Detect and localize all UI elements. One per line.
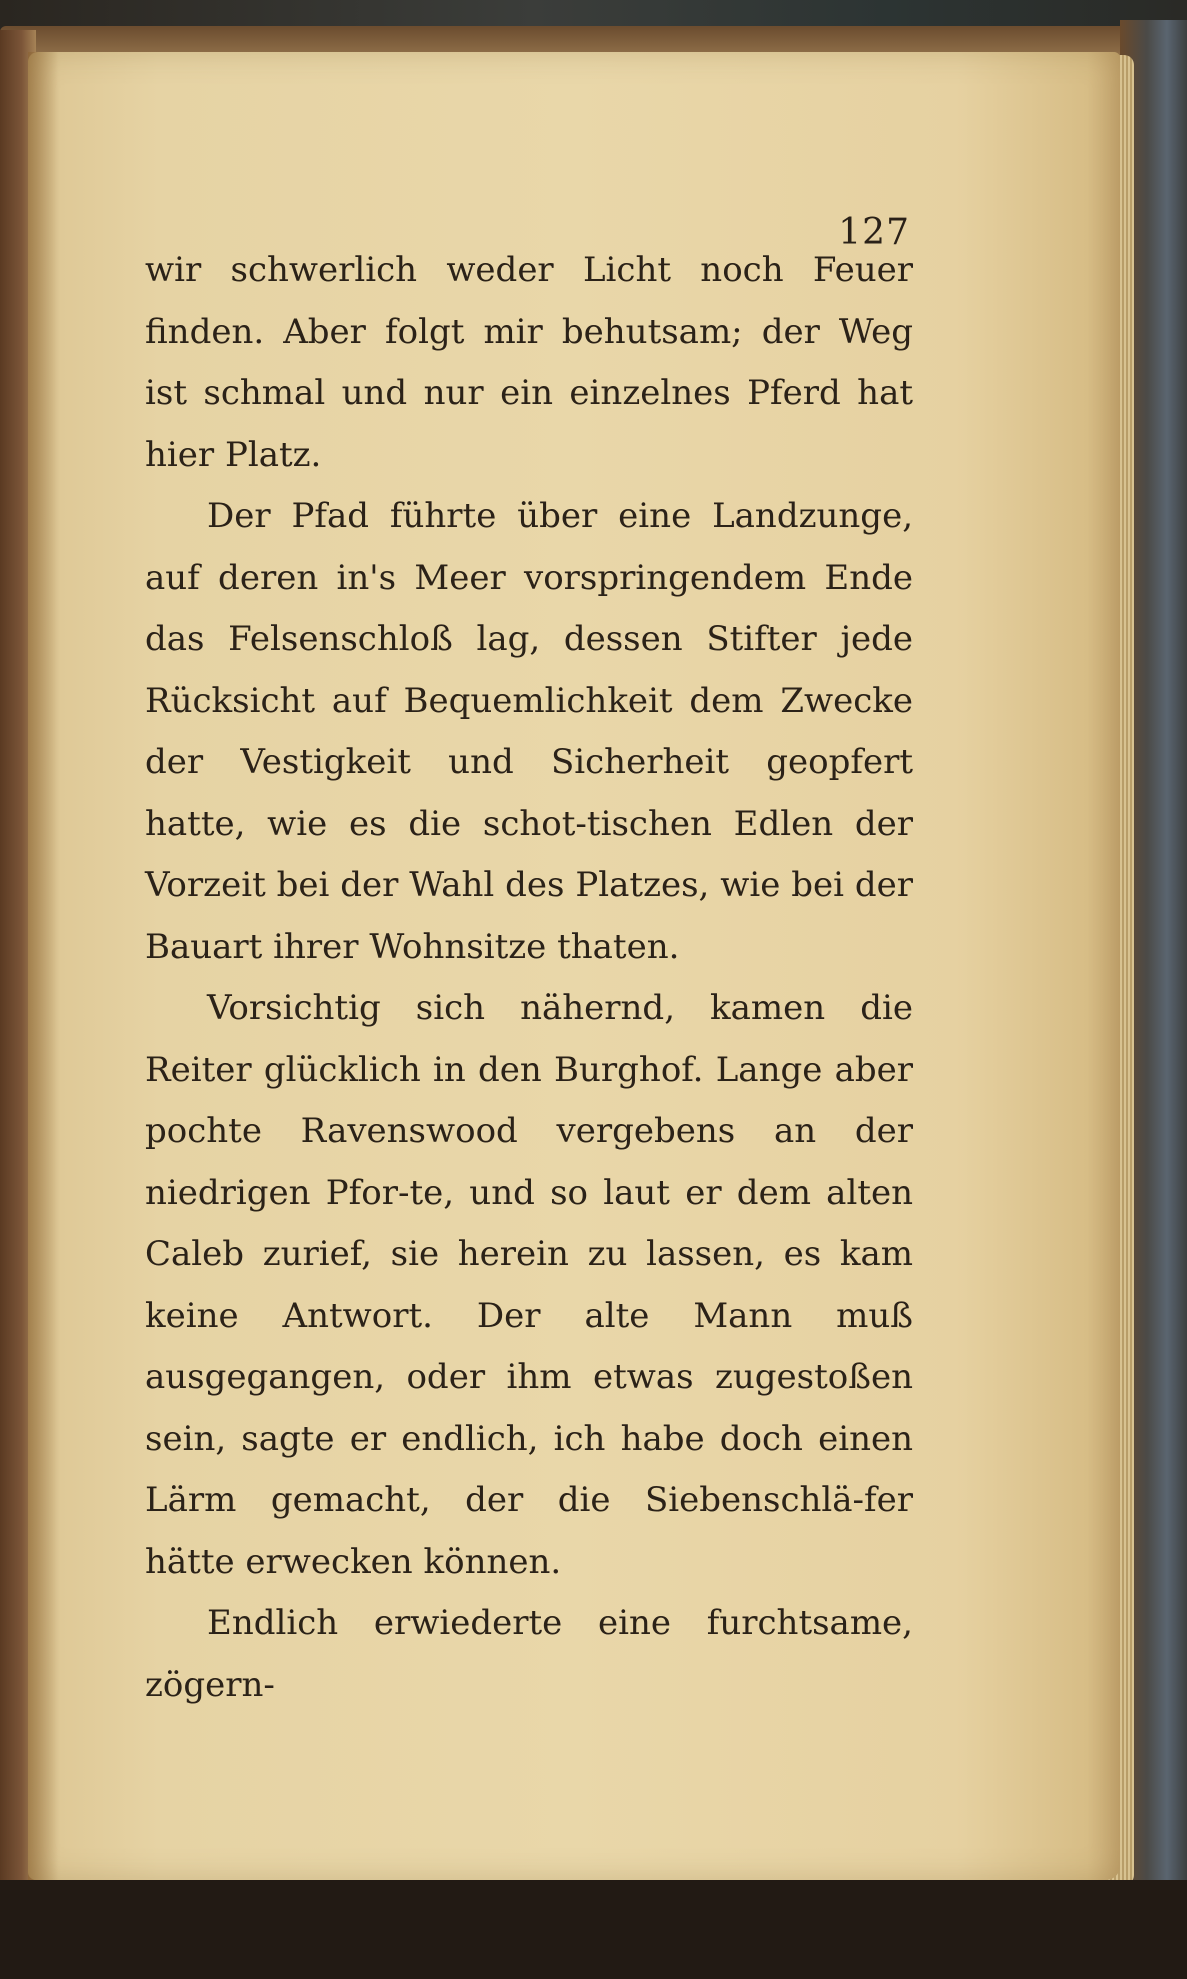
page-gutter: [28, 52, 58, 1880]
page-number: 127: [838, 212, 910, 253]
background-bottom: [0, 1880, 1187, 1979]
body-text: [145, 240, 913, 1716]
paragraph-4: Endlich erwiederte eine furchtsame, zögern-: [145, 1603, 913, 1705]
paragraph-2: Der Pfad führte über eine Landzunge, auf deren in's Meer vorspringendem Ende das Felsenschloß lag, dessen Stifter jede Rücksicht auf Bequemlichkeit dem Zwecke der Vestigkeit und Sicherheit geopfert hatte, wie es die schot-tischen Edlen der Vorzeit bei der Wahl des Platzes, wie bei der Bauart ihrer Wohnsitze thaten.: [145, 496, 913, 967]
paragraph-3: Vorsichtig sich nähernd, kamen die Reiter glücklich in den Burghof. Lange aber pochte Ravenswood vergebens an der niedrigen Pfor-te, und so laut er dem alten Caleb zurief, sie herein zu lassen, es kam keine Antwort. Der alte Mann muß ausgegangen, oder ihm etwas zugestoßen sein, sagte er endlich, ich habe doch einen Lärm gemacht, der die Siebenschlä-fer hätte erwecken können.: [145, 988, 913, 1582]
paragraph-1: wir schwerlich weder Licht noch Feuer finden. Aber folgt mir behutsam; der Weg ist schmal und nur ein einzelnes Pferd hat hier Platz.: [145, 250, 913, 475]
